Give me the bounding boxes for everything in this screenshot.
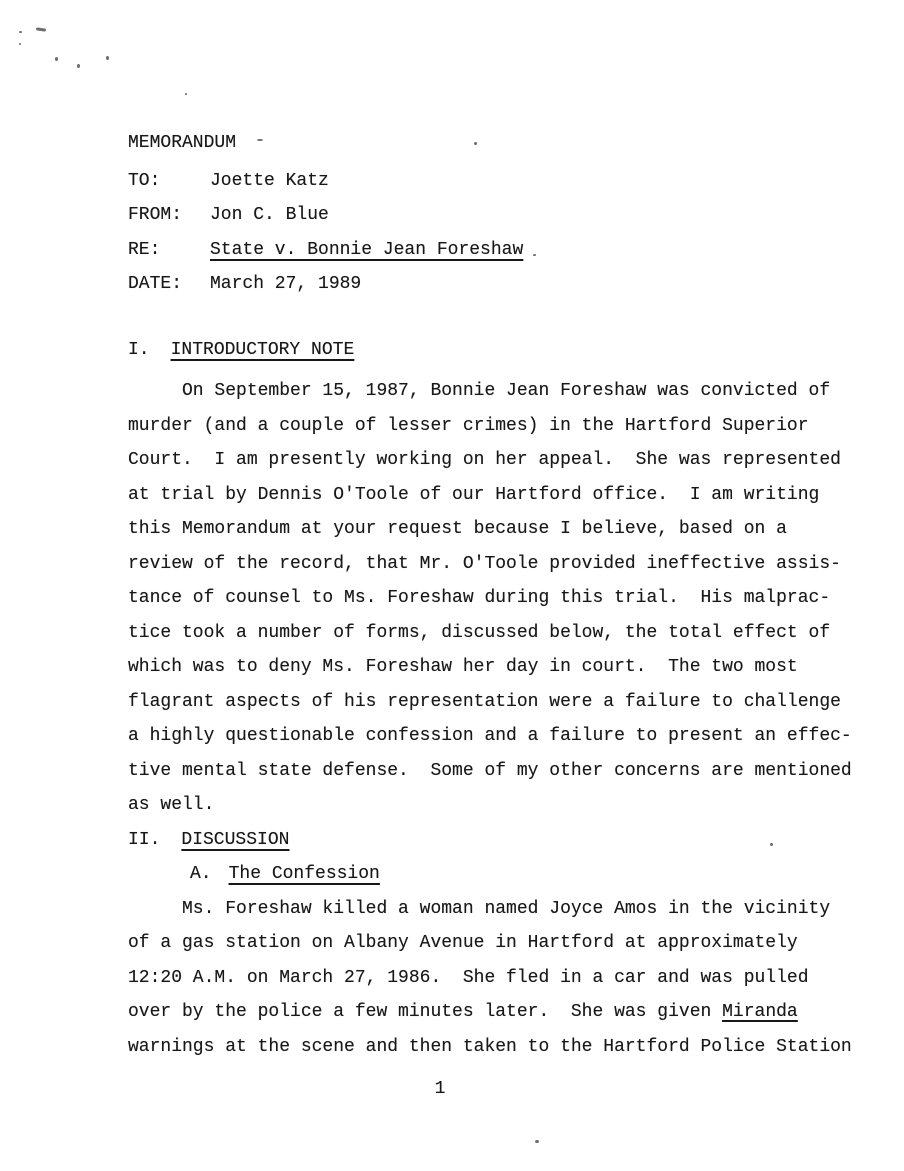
paragraph [128,892,884,1065]
scan-speck [77,64,80,68]
subsection-letter: A. [190,864,212,884]
scan-speck [19,43,21,45]
text-line [128,547,884,582]
text-line [128,719,884,754]
memo-sections [128,333,884,1065]
memo-field [128,164,884,199]
field-value: State v. Bonnie Jean Foreshaw [210,239,524,260]
scan-speck [36,27,46,31]
text-segment: at trial by Dennis O'Toole of our Hartford office. I am writing [128,484,820,505]
text-segment: over by the police a few minutes later. She was given [128,1002,723,1022]
page-number: 1 [434,1079,446,1099]
field-value: Jon C. Blue [210,205,329,225]
text-segment: Ms. Foreshaw killed a woman named Joyce Amos in the vicinity [128,898,831,919]
text-segment: On September 15, 1987, Bonnie Jean Foreshaw was convicted of [128,381,831,401]
text-line [128,478,884,513]
memo-field [128,198,884,233]
section-heading [128,333,884,368]
text-segment: review of the record, that Mr. O'Toole provided ineffective assis- [128,553,841,574]
memo-content [128,126,884,1064]
text-segment: tive mental state defense. Some of my other concerns are mentioned [128,760,852,781]
text-segment: of a gas station on Albany Avenue in Hartford at approximately [128,933,798,953]
section-title: DISCUSSION [181,829,290,850]
field-label: FROM: [128,205,183,225]
text-line [128,581,884,616]
text-line [128,788,884,823]
section-number: II. [128,829,161,850]
field-label: DATE: [128,274,183,294]
text-line [128,443,884,478]
field-label: TO: [128,170,161,191]
field-value: Joette Katz [210,170,329,191]
memo-fields [128,164,884,302]
text-line [128,754,884,789]
scan-speck [106,56,109,60]
memo-field [128,233,884,268]
memo-title: MEMORANDUM [128,133,237,153]
text-segment: 12:20 A.M. on March 27, 1986. She fled in a car and was pulled [128,967,809,988]
text-line [128,685,884,720]
text-line [128,995,884,1030]
text-segment: a highly questionable confession and a failure to present an effec- [128,726,852,746]
text-segment: flagrant aspects of his representation were a failure to challenge [128,691,841,712]
text-segment: as well. [128,795,215,815]
text-segment: warnings at the scene and then taken to the Hartford Police Station [128,1036,852,1057]
text-line [128,374,884,409]
text-line [128,409,884,444]
section-number: I. [128,339,150,360]
text-line [128,650,884,685]
paragraph [128,374,884,823]
scan-speck [185,93,187,95]
text-line [128,892,884,927]
text-line [128,512,884,547]
scan-speck [55,57,58,61]
subsection-heading [128,857,884,892]
text-line [128,1030,884,1065]
field-label: RE: [128,239,161,260]
section-i [128,333,884,823]
section-ii [128,823,884,1065]
text-segment: which was to deny Ms. Foreshaw her day in court. The two most [128,657,798,677]
text-segment: this Memorandum at your request because I believe, based on a [128,519,787,539]
text-line [128,926,884,961]
text-segment: Court. I am presently working on her appeal. She was represented [128,450,841,470]
text-segment: tice took a number of forms, discussed below, the total effect of [128,622,831,643]
text-segment: murder (and a couple of lesser crimes) in the Hartford Superior [128,415,809,436]
memo-field [128,267,884,302]
text-segment: tance of counsel to Ms. Foreshaw during this trial. His malprac- [128,588,831,608]
text-line [128,961,884,996]
scan-speck [535,1140,539,1143]
field-value: March 27, 1989 [210,274,362,294]
scan-speck [19,31,22,33]
section-title: INTRODUCTORY NOTE [170,339,355,360]
text-line [128,616,884,651]
text-segment-underlined: Miranda [722,1002,798,1022]
subsection-title: The Confession [228,864,380,884]
section-heading [128,823,884,858]
